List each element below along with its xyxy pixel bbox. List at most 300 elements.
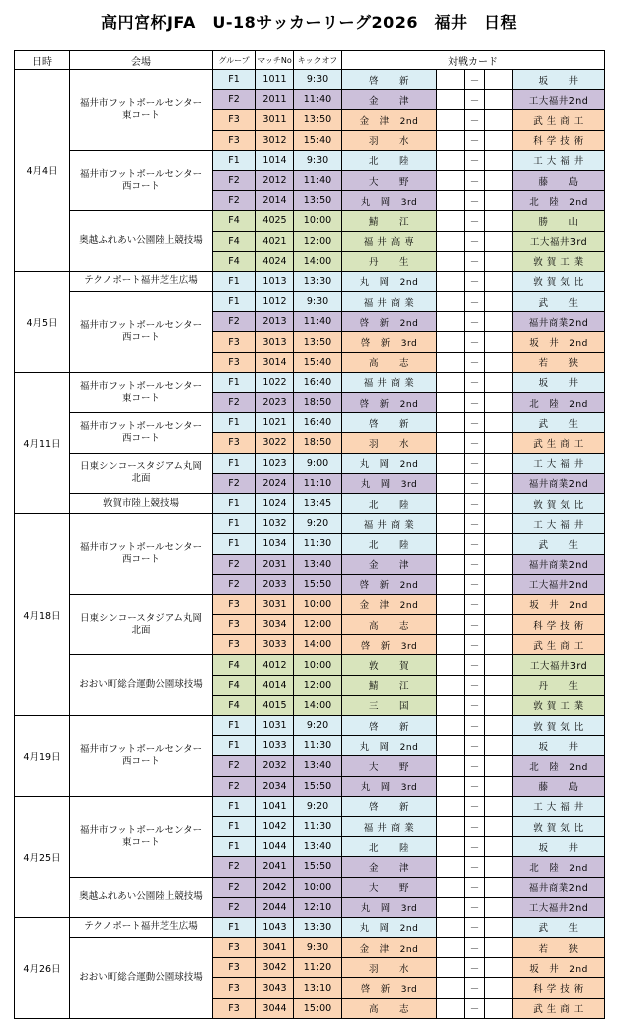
away-team-cell [513, 615, 605, 635]
home-team-cell [342, 191, 437, 211]
home-team-name: 丸 岡 [360, 903, 391, 915]
spacer-cell [485, 998, 513, 1018]
away-team-name: 武 生 商 工 [533, 1004, 584, 1016]
away-team-name: 武 生 [538, 539, 579, 551]
match-row [15, 413, 605, 433]
away-team-name: 武 生 [538, 418, 579, 430]
home-team-cell [342, 756, 437, 776]
group-cell: F1 [213, 816, 256, 836]
kickoff-cell: 9:00 [294, 453, 342, 473]
match-no-cell: 1042 [256, 816, 294, 836]
header-date: 日時 [15, 51, 70, 70]
home-team-cell [342, 372, 437, 392]
home-team-name: 北 陸 [368, 539, 409, 551]
group-cell: F3 [213, 978, 256, 998]
home-team-name: 金 津 [368, 862, 409, 874]
match-no-cell: 2024 [256, 473, 294, 493]
kickoff-cell: 12:00 [294, 231, 342, 251]
home-team-suffix: 2nd [399, 399, 419, 410]
away-team-cell [513, 857, 605, 877]
match-no-cell: 1011 [256, 70, 294, 90]
home-team-name: 丸 岡 [360, 479, 391, 491]
venue-name-line: おおい町総合運動公園球技場 [79, 971, 203, 983]
kickoff-cell: 13:40 [294, 756, 342, 776]
kickoff-cell: 14:00 [294, 635, 342, 655]
home-team-name: 福 井 商 業 [363, 822, 415, 834]
away-team-cell [513, 736, 605, 756]
home-team-cell [342, 816, 437, 836]
spacer-cell [437, 150, 465, 170]
spacer-cell [485, 191, 513, 211]
kickoff-cell: 13:30 [294, 271, 342, 291]
match-no-cell: 3012 [256, 130, 294, 150]
venue-name-line: 奥越ふれあい公園陸上競技場 [79, 235, 203, 247]
kickoff-cell: 12:00 [294, 675, 342, 695]
spacer-cell [437, 514, 465, 534]
away-team-cell [513, 70, 605, 90]
match-no-cell: 3044 [256, 998, 294, 1018]
away-team-name: 武 生 商 工 [533, 640, 584, 652]
home-team-suffix: 2nd [399, 460, 419, 471]
venue-cell [70, 796, 213, 877]
spacer-cell [437, 736, 465, 756]
spacer-cell [485, 837, 513, 857]
header-match-no: マッチNo [256, 51, 294, 70]
home-team-name: 啓 新 [360, 640, 391, 652]
versus-dash: － [465, 251, 485, 271]
match-no-cell: 2011 [256, 90, 294, 110]
spacer-cell [485, 130, 513, 150]
away-team-name: 工大福井2nd [528, 903, 589, 915]
spacer-cell [485, 736, 513, 756]
kickoff-cell: 9:30 [294, 70, 342, 90]
kickoff-cell: 11:20 [294, 958, 342, 978]
spacer-cell [485, 514, 513, 534]
kickoff-cell: 11:40 [294, 170, 342, 190]
away-team-cell [513, 352, 605, 372]
home-team-name: 大 野 [368, 883, 409, 895]
spacer-cell [485, 332, 513, 352]
away-team-name: 福井商業2nd [528, 560, 589, 572]
kickoff-cell: 11:30 [294, 736, 342, 756]
home-team-name: 金 津 [368, 560, 409, 572]
versus-dash: － [465, 372, 485, 392]
away-team-name: 敦 賀 気 比 [533, 499, 584, 511]
away-team-name: 工 大 福 井 [533, 459, 584, 471]
home-team-cell [342, 655, 437, 675]
group-cell: F1 [213, 716, 256, 736]
away-team-cell [513, 372, 605, 392]
header-kickoff: キックオフ [294, 51, 342, 70]
home-team-name: 高 志 [368, 358, 409, 370]
match-no-cell: 3041 [256, 938, 294, 958]
spacer-cell [437, 393, 465, 413]
group-cell: F1 [213, 292, 256, 312]
kickoff-cell: 13:50 [294, 110, 342, 130]
away-team-cell [513, 312, 605, 332]
match-row [15, 877, 605, 897]
home-team-cell [342, 716, 437, 736]
spacer-cell [437, 716, 465, 736]
spacer-cell [437, 90, 465, 110]
away-team-cell [513, 958, 605, 978]
group-cell: F1 [213, 917, 256, 937]
match-no-cell: 2023 [256, 393, 294, 413]
spacer-cell [485, 756, 513, 776]
kickoff-cell: 18:50 [294, 393, 342, 413]
versus-dash: － [465, 978, 485, 998]
venue-name-line: 福井市フットボールセンター [79, 743, 203, 755]
home-team-cell [342, 574, 437, 594]
home-team-cell [342, 675, 437, 695]
versus-dash: － [465, 473, 485, 493]
kickoff-cell: 9:20 [294, 716, 342, 736]
home-team-name: 啓 新 [359, 317, 390, 329]
match-no-cell: 3022 [256, 433, 294, 453]
away-team-cell [513, 776, 605, 796]
away-team-name: 工大福井3rd [529, 661, 588, 673]
spacer-cell [437, 110, 465, 130]
home-team-name: 鯖 江 [368, 681, 409, 693]
group-cell: F2 [213, 776, 256, 796]
away-team-cell [513, 393, 605, 413]
spacer-cell [485, 615, 513, 635]
spacer-cell [485, 877, 513, 897]
venue-name-line: 西コート [121, 331, 160, 343]
spacer-cell [485, 493, 513, 513]
spacer-cell [485, 292, 513, 312]
away-team-suffix: 2nd [569, 762, 588, 773]
home-team-name: 羽 水 [368, 438, 409, 450]
home-team-cell [342, 736, 437, 756]
match-no-cell: 2042 [256, 877, 294, 897]
group-cell: F3 [213, 594, 256, 614]
versus-dash: － [465, 998, 485, 1018]
spacer-cell [437, 534, 465, 554]
home-team-cell [342, 897, 437, 917]
header-match-card: 対戦カード [342, 51, 605, 70]
spacer-cell [437, 332, 465, 352]
home-team-cell [342, 695, 437, 715]
kickoff-cell: 9:20 [294, 514, 342, 534]
away-team-name: 武 生 [538, 297, 579, 309]
venue-cell [70, 70, 213, 151]
away-team-name: 武 生 商 工 [533, 115, 584, 127]
group-cell: F1 [213, 453, 256, 473]
spacer-cell [437, 574, 465, 594]
versus-dash: － [465, 675, 485, 695]
venue-cell [70, 917, 213, 937]
spacer-cell [485, 897, 513, 917]
versus-dash: － [465, 413, 485, 433]
versus-dash: － [465, 716, 485, 736]
header-row [15, 51, 605, 70]
venue-name-line: 北面 [131, 624, 151, 636]
match-no-cell: 3011 [256, 110, 294, 130]
home-team-suffix: 2nd [399, 944, 419, 955]
versus-dash: － [465, 130, 485, 150]
spacer-cell [437, 70, 465, 90]
home-team-name: 大 野 [368, 761, 409, 773]
home-team-suffix: 3rd [400, 904, 418, 915]
group-cell: F1 [213, 534, 256, 554]
home-team-cell [342, 776, 437, 796]
home-team-cell [342, 110, 437, 130]
spacer-cell [437, 938, 465, 958]
spacer-cell [437, 998, 465, 1018]
match-no-cell: 1012 [256, 292, 294, 312]
home-team-suffix: 3rd [400, 783, 418, 794]
home-team-cell [342, 170, 437, 190]
match-no-cell: 2033 [256, 574, 294, 594]
home-team-name: 三 国 [368, 701, 409, 713]
spacer-cell [437, 695, 465, 715]
away-team-name: 敦 賀 気 比 [533, 822, 584, 834]
away-team-cell [513, 574, 605, 594]
group-cell: F2 [213, 473, 256, 493]
away-team-cell [513, 493, 605, 513]
home-team-suffix: 2nd [399, 742, 419, 753]
venue-cell [70, 271, 213, 291]
away-team-cell [513, 110, 605, 130]
away-team-name: 坂 井 [538, 741, 579, 753]
home-team-name: 金 津 [359, 943, 390, 955]
spacer-cell [485, 635, 513, 655]
venue-name-line: おおい町総合運動公園球技場 [79, 679, 203, 691]
match-no-cell: 1043 [256, 917, 294, 937]
spacer-cell [485, 816, 513, 836]
venue-name-line: 西コート [121, 755, 160, 767]
kickoff-cell: 16:40 [294, 372, 342, 392]
versus-dash: － [465, 352, 485, 372]
versus-dash: － [465, 816, 485, 836]
kickoff-cell: 10:00 [294, 594, 342, 614]
spacer-cell [437, 635, 465, 655]
spacer-cell [485, 413, 513, 433]
kickoff-cell: 9:20 [294, 796, 342, 816]
home-team-name: 大 野 [368, 176, 409, 188]
match-no-cell: 3013 [256, 332, 294, 352]
home-team-name: 丸 岡 [359, 741, 390, 753]
home-team-cell [342, 453, 437, 473]
home-team-name: 北 陸 [368, 842, 409, 854]
home-team-cell [342, 917, 437, 937]
home-team-suffix: 2nd [399, 601, 419, 612]
away-team-name: 北 陸 [529, 398, 560, 410]
home-team-name: 丹 生 [368, 257, 409, 269]
schedule-table [14, 50, 605, 1019]
home-team-name: 啓 新 [368, 75, 409, 87]
match-no-cell: 2034 [256, 776, 294, 796]
match-no-cell: 1024 [256, 493, 294, 513]
spacer-cell [485, 716, 513, 736]
match-row [15, 70, 605, 90]
away-team-name: 工 大 福 井 [533, 156, 584, 168]
home-team-cell [342, 514, 437, 534]
match-no-cell: 4015 [256, 695, 294, 715]
home-team-name: 啓 新 [368, 418, 409, 430]
match-no-cell: 4025 [256, 211, 294, 231]
spacer-cell [485, 857, 513, 877]
kickoff-cell: 12:10 [294, 897, 342, 917]
kickoff-cell: 15:40 [294, 352, 342, 372]
home-team-name: 啓 新 [360, 984, 391, 996]
home-team-suffix: 2nd [399, 116, 419, 127]
group-cell: F3 [213, 635, 256, 655]
match-no-cell: 1041 [256, 796, 294, 816]
home-team-name: 羽 水 [368, 136, 409, 148]
home-team-cell [342, 130, 437, 150]
home-team-cell [342, 978, 437, 998]
venue-name-line: 福井市フットボールセンター [79, 542, 203, 553]
spacer-cell [485, 433, 513, 453]
kickoff-cell: 12:00 [294, 615, 342, 635]
away-team-name: 工大福井3rd [529, 237, 588, 249]
group-cell: F2 [213, 877, 256, 897]
group-cell: F1 [213, 413, 256, 433]
venue-cell [70, 594, 213, 655]
match-row [15, 655, 605, 675]
venue-name-line: 日東シンコースタジアム丸岡 [79, 612, 203, 624]
away-team-name: 坂 井 [529, 963, 560, 975]
spacer-cell [485, 70, 513, 90]
group-cell: F4 [213, 251, 256, 271]
kickoff-cell: 10:00 [294, 211, 342, 231]
home-team-suffix: 2nd [399, 581, 419, 592]
spacer-cell [485, 231, 513, 251]
venue-name-line: テクノポート福井芝生広場 [84, 921, 198, 933]
away-team-name: 福井商業2nd [528, 883, 589, 895]
venue-name-line: 東コート [121, 109, 160, 121]
away-team-cell [513, 251, 605, 271]
date-cell: 4月5日 [15, 271, 70, 372]
home-team-suffix: 2nd [399, 318, 419, 329]
match-no-cell: 2032 [256, 756, 294, 776]
away-team-suffix: 2nd [569, 399, 588, 410]
versus-dash: － [465, 312, 485, 332]
group-cell: F1 [213, 796, 256, 816]
match-no-cell: 4012 [256, 655, 294, 675]
group-cell: F2 [213, 756, 256, 776]
page-title: 高円宮杯JFA U-18サッカーリーグ2026 福井 日程 [100, 13, 518, 32]
spacer-cell [485, 372, 513, 392]
group-cell: F1 [213, 70, 256, 90]
spacer-cell [437, 413, 465, 433]
away-team-name: 工大福井2nd [528, 580, 589, 592]
group-cell: F2 [213, 897, 256, 917]
home-team-cell [342, 998, 437, 1018]
away-team-cell [513, 655, 605, 675]
home-team-suffix: 3rd [400, 339, 418, 350]
match-row [15, 372, 605, 392]
versus-dash: － [465, 917, 485, 937]
home-team-name: 啓 新 [359, 580, 390, 592]
kickoff-cell: 16:40 [294, 413, 342, 433]
spacer-cell [437, 473, 465, 493]
away-team-cell [513, 635, 605, 655]
venue-name-line: 敦賀市陸上競技場 [102, 497, 179, 509]
group-cell: F4 [213, 231, 256, 251]
kickoff-cell: 10:00 [294, 877, 342, 897]
away-team-cell [513, 998, 605, 1018]
spacer-cell [485, 110, 513, 130]
match-no-cell: 2014 [256, 191, 294, 211]
versus-dash: － [465, 70, 485, 90]
away-team-name: 科 学 技 術 [533, 620, 584, 632]
kickoff-cell: 9:30 [294, 150, 342, 170]
away-team-cell [513, 796, 605, 816]
match-no-cell: 1032 [256, 514, 294, 534]
kickoff-cell: 10:00 [294, 655, 342, 675]
spacer-cell [485, 655, 513, 675]
venue-name-line: 福井市フットボールセンター [79, 97, 203, 109]
group-cell: F2 [213, 191, 256, 211]
match-row [15, 716, 605, 736]
group-cell: F2 [213, 574, 256, 594]
home-team-name: 金 津 [359, 600, 390, 612]
spacer-cell [437, 191, 465, 211]
match-no-cell: 1022 [256, 372, 294, 392]
away-team-cell [513, 938, 605, 958]
group-cell: F1 [213, 514, 256, 534]
group-cell: F4 [213, 655, 256, 675]
home-team-cell [342, 958, 437, 978]
venue-name-line: 西コート [121, 554, 160, 565]
match-no-cell: 2031 [256, 554, 294, 574]
spacer-cell [485, 453, 513, 473]
away-team-cell [513, 877, 605, 897]
group-cell: F1 [213, 736, 256, 756]
away-team-name: 工大福井2nd [528, 95, 589, 107]
venue-cell [70, 453, 213, 493]
versus-dash: － [465, 231, 485, 251]
versus-dash: － [465, 332, 485, 352]
match-no-cell: 1021 [256, 413, 294, 433]
kickoff-cell: 13:50 [294, 332, 342, 352]
venue-cell [70, 938, 213, 1019]
match-no-cell: 3043 [256, 978, 294, 998]
venue-cell [70, 877, 213, 917]
spacer-cell [485, 594, 513, 614]
venue-cell [70, 211, 213, 272]
spacer-cell [485, 271, 513, 291]
group-cell: F3 [213, 110, 256, 130]
home-team-name: 金 津 [359, 115, 390, 127]
venue-name-line: テクノポート福井芝生広場 [84, 275, 198, 287]
home-team-name: 鯖 江 [368, 216, 409, 228]
home-team-cell [342, 534, 437, 554]
home-team-cell [342, 796, 437, 816]
spacer-cell [437, 958, 465, 978]
kickoff-cell: 11:30 [294, 534, 342, 554]
match-row [15, 594, 605, 614]
spacer-cell [485, 352, 513, 372]
away-team-name: 敦 賀 工 業 [533, 701, 584, 713]
home-team-cell [342, 271, 437, 291]
home-team-cell [342, 70, 437, 90]
versus-dash: － [465, 292, 485, 312]
spacer-cell [437, 796, 465, 816]
match-row [15, 211, 605, 231]
kickoff-cell: 14:00 [294, 251, 342, 271]
match-no-cell: 3042 [256, 958, 294, 978]
spacer-cell [485, 958, 513, 978]
spacer-cell [437, 816, 465, 836]
home-team-name: 北 陸 [368, 156, 409, 168]
spacer-cell [437, 837, 465, 857]
versus-dash: － [465, 857, 485, 877]
away-team-cell [513, 433, 605, 453]
